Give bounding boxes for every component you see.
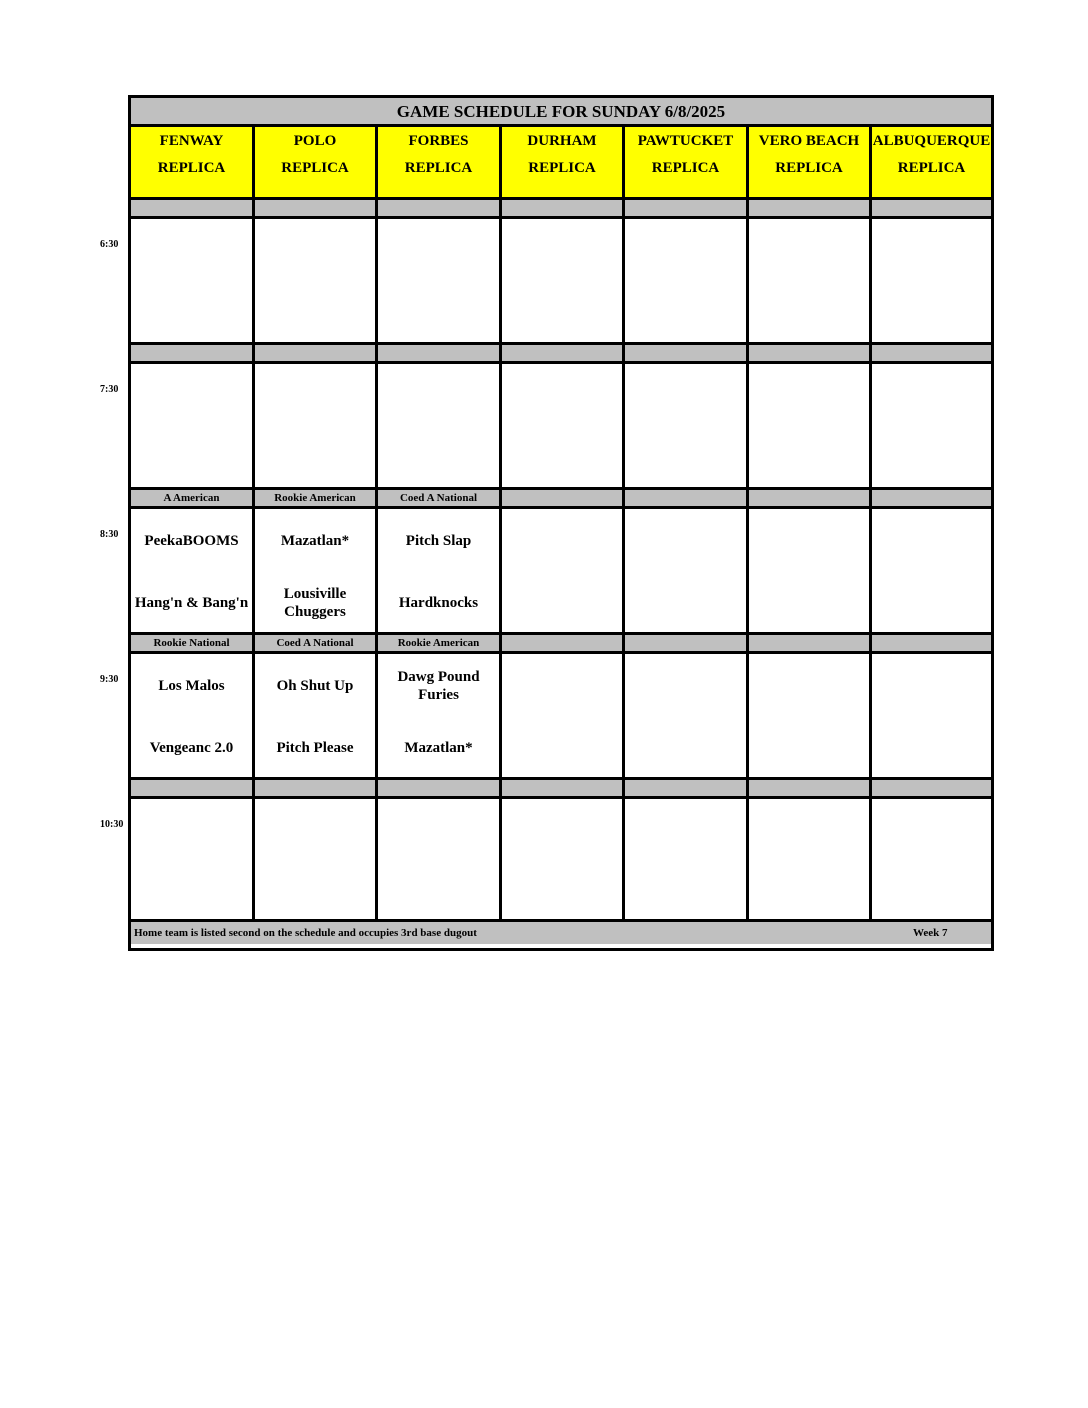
visiting-team [131,370,252,422]
game-slot-row [131,799,991,924]
field-header [872,127,991,197]
home-team [749,867,869,919]
division-label [749,635,872,651]
home-team [872,577,991,629]
division-label [131,200,255,216]
time-slot-label: 7:30 [100,384,119,395]
visiting-team [749,225,869,277]
visiting-team [749,660,869,712]
field-name: POLO [293,133,337,149]
game-cell [749,654,872,779]
visiting-team [131,805,252,857]
field-name: FENWAY [159,133,224,149]
home-team [872,287,991,339]
game-cell [872,364,991,489]
division-band [131,487,991,509]
time-slot-label: 8:30 [100,529,119,540]
game-cell [872,654,991,779]
game-cell [625,509,749,634]
field-name: VERO BEACH [758,133,860,149]
game-cell [749,364,872,489]
home-team: Lousiville Chuggers [283,586,347,620]
division-label [625,490,749,506]
division-label [749,780,872,796]
game-cell [131,509,255,634]
game-cell [131,364,255,489]
game-cell [255,364,378,489]
home-team [131,867,252,919]
visiting-team [502,225,622,277]
visiting-team: Oh Shut Up [276,678,354,694]
game-cell [131,799,255,924]
field-name: ALBUQUERQUE [872,133,991,149]
division-label [502,635,625,651]
visiting-team [131,225,252,277]
game-cell [625,799,749,924]
division-label: Coed A National [255,635,378,651]
visiting-team [872,805,991,857]
game-cell [378,799,502,924]
division-label [131,780,255,796]
visiting-team [378,805,499,857]
game-cell [749,219,872,344]
home-team [378,432,499,484]
division-label [625,635,749,651]
field-header [255,127,378,197]
game-cell [255,799,378,924]
division-label [255,345,378,361]
home-team [502,577,622,629]
division-label [872,490,991,506]
home-team: Pitch Please [276,740,354,756]
game-cell [255,509,378,634]
division-band [131,197,991,219]
home-team [625,432,746,484]
visiting-team [378,370,499,422]
division-label: Rookie National [131,635,255,651]
game-cell [255,219,378,344]
field-subtitle: REPLICA [281,160,349,176]
visiting-team [502,805,622,857]
visiting-team: Los Malos [158,678,225,694]
division-label [502,200,625,216]
game-slot-row [131,219,991,344]
field-header [625,127,749,197]
visiting-team [502,515,622,567]
home-team [749,577,869,629]
field-subtitle: REPLICA [651,160,720,176]
visiting-team [872,660,991,712]
division-label [502,780,625,796]
division-label [872,345,991,361]
game-slot-row [131,654,991,779]
visiting-team [502,370,622,422]
home-team [378,867,499,919]
game-slot-row [131,509,991,634]
field-header [378,127,502,197]
game-cell [378,509,502,634]
schedule-title: GAME SCHEDULE FOR SUNDAY 6/8/2025 [131,98,991,127]
home-team [378,287,499,339]
division-label [872,635,991,651]
division-label [502,490,625,506]
field-header [749,127,872,197]
game-cell [378,654,502,779]
schedule-footer [131,919,991,944]
division-band [131,632,991,654]
game-cell [625,219,749,344]
division-label [625,780,749,796]
game-cell [131,219,255,344]
visiting-team [625,805,746,857]
home-team [625,577,746,629]
division-label: Coed A National [378,490,502,506]
home-team [131,432,252,484]
week-label: Week 7 [913,927,948,939]
visiting-team [872,370,991,422]
division-label [131,345,255,361]
division-label [378,780,502,796]
field-subtitle: REPLICA [528,160,596,176]
home-team: Mazatlan* [404,740,473,756]
division-label [749,200,872,216]
home-team: Vengeanc 2.0 [149,740,234,756]
game-cell [131,654,255,779]
home-team [502,432,622,484]
visiting-team [872,225,991,277]
field-header-row [131,127,991,197]
home-team: Hang'n & Bang'n [134,595,249,611]
game-cell [502,219,625,344]
home-team [625,287,746,339]
division-label [255,200,378,216]
game-cell [625,654,749,779]
home-team [749,432,869,484]
visiting-team [625,225,746,277]
game-cell [502,509,625,634]
game-cell [502,654,625,779]
visiting-team: Dawg Pound Furies [397,669,480,703]
game-cell [378,364,502,489]
visiting-team [749,515,869,567]
division-label [625,345,749,361]
field-name: PAWTUCKET [637,133,734,149]
visiting-team [749,370,869,422]
division-label [749,490,872,506]
division-label [255,780,378,796]
home-team [872,432,991,484]
visiting-team [255,370,375,422]
division-label [625,200,749,216]
game-cell [749,799,872,924]
visiting-team [749,805,869,857]
game-cell [502,799,625,924]
game-cell [872,509,991,634]
visiting-team [502,660,622,712]
field-subtitle: REPLICA [775,160,843,176]
field-subtitle: REPLICA [897,160,966,176]
field-subtitle: REPLICA [404,160,473,176]
game-cell [872,799,991,924]
division-label: A American [131,490,255,506]
home-team [255,867,375,919]
home-team [502,722,622,774]
game-slot-row [131,364,991,489]
home-team [502,287,622,339]
visiting-team [378,225,499,277]
field-subtitle: REPLICA [157,160,226,176]
visiting-team: Pitch Slap [405,533,472,549]
game-cell [872,219,991,344]
home-team [872,722,991,774]
time-slot-label: 6:30 [100,239,119,250]
home-team [502,867,622,919]
time-slot-label: 9:30 [100,674,119,685]
field-name: DURHAM [527,133,597,149]
division-label: Rookie American [255,490,378,506]
division-band [131,342,991,364]
game-cell [502,364,625,489]
game-cell [255,654,378,779]
home-team [255,287,375,339]
visiting-team: PeekaBOOMS [144,533,239,549]
field-header [131,127,255,197]
division-label [749,345,872,361]
home-team [131,287,252,339]
division-label [378,345,502,361]
home-team [625,867,746,919]
division-label [872,200,991,216]
game-cell [625,364,749,489]
home-team [872,867,991,919]
schedule-table [128,95,994,951]
home-team-note: Home team is listed second on the schedule and occupies 3rd base dugout [134,927,477,939]
division-label: Rookie American [378,635,502,651]
visiting-team [625,660,746,712]
time-slot-label: 10:30 [100,819,124,830]
home-team [749,722,869,774]
visiting-team [255,805,375,857]
division-label [872,780,991,796]
game-cell [378,219,502,344]
visiting-team: Mazatlan* [280,533,350,549]
field-name: FORBES [408,133,469,149]
division-label [378,200,502,216]
visiting-team [872,515,991,567]
home-team [749,287,869,339]
game-cell [749,509,872,634]
visiting-team [625,370,746,422]
home-team: Hardknocks [398,595,479,611]
home-team [255,432,375,484]
division-band [131,777,991,799]
home-team [625,722,746,774]
division-label [502,345,625,361]
visiting-team [625,515,746,567]
visiting-team [255,225,375,277]
field-header [502,127,625,197]
